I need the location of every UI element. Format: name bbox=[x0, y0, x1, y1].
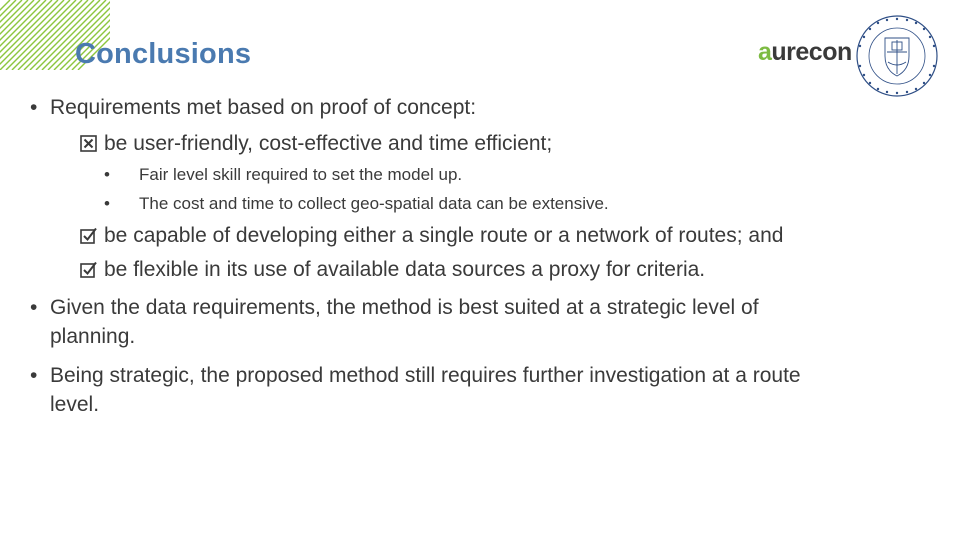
bullet-marker: • bbox=[30, 96, 38, 119]
bullet-marker: • bbox=[30, 296, 38, 319]
bullet-marker: • bbox=[30, 364, 38, 387]
bullet-text: Requirements met based on proof of concept: bbox=[50, 96, 477, 119]
sub-item-text: be capable of developing either a single route or a network of routes; and bbox=[104, 224, 784, 247]
bullet-text: Being strategic, the proposed method still requires further investigation at a route bbox=[50, 364, 801, 387]
bullet-text-continuation: level. bbox=[50, 393, 100, 416]
sub-bullet-marker: • bbox=[104, 165, 110, 184]
sub-bullet-marker: • bbox=[104, 194, 110, 213]
checkbox-crossed-icon bbox=[80, 135, 97, 152]
sub-item-text: be flexible in its use of available data sources a proxy for criteria. bbox=[104, 258, 706, 281]
aurecon-logo-initial: a bbox=[758, 38, 772, 66]
bullet-text: Given the data requirements, the method is best suited at a strategic level of bbox=[50, 296, 759, 319]
aurecon-logo-text: urecon bbox=[771, 38, 852, 66]
sub-item-text: be user-friendly, cost-effective and time efficient; bbox=[104, 132, 553, 155]
slide-title: Conclusions bbox=[75, 38, 252, 70]
sub-bullet-text: The cost and time to collect geo-spatial data can be extensive. bbox=[139, 194, 609, 213]
checkbox-checked-icon bbox=[80, 261, 97, 278]
bullet-text-continuation: planning. bbox=[50, 325, 136, 348]
sub-bullet-text: Fair level skill required to set the model up. bbox=[139, 165, 463, 184]
checkbox-checked-icon bbox=[80, 227, 97, 244]
